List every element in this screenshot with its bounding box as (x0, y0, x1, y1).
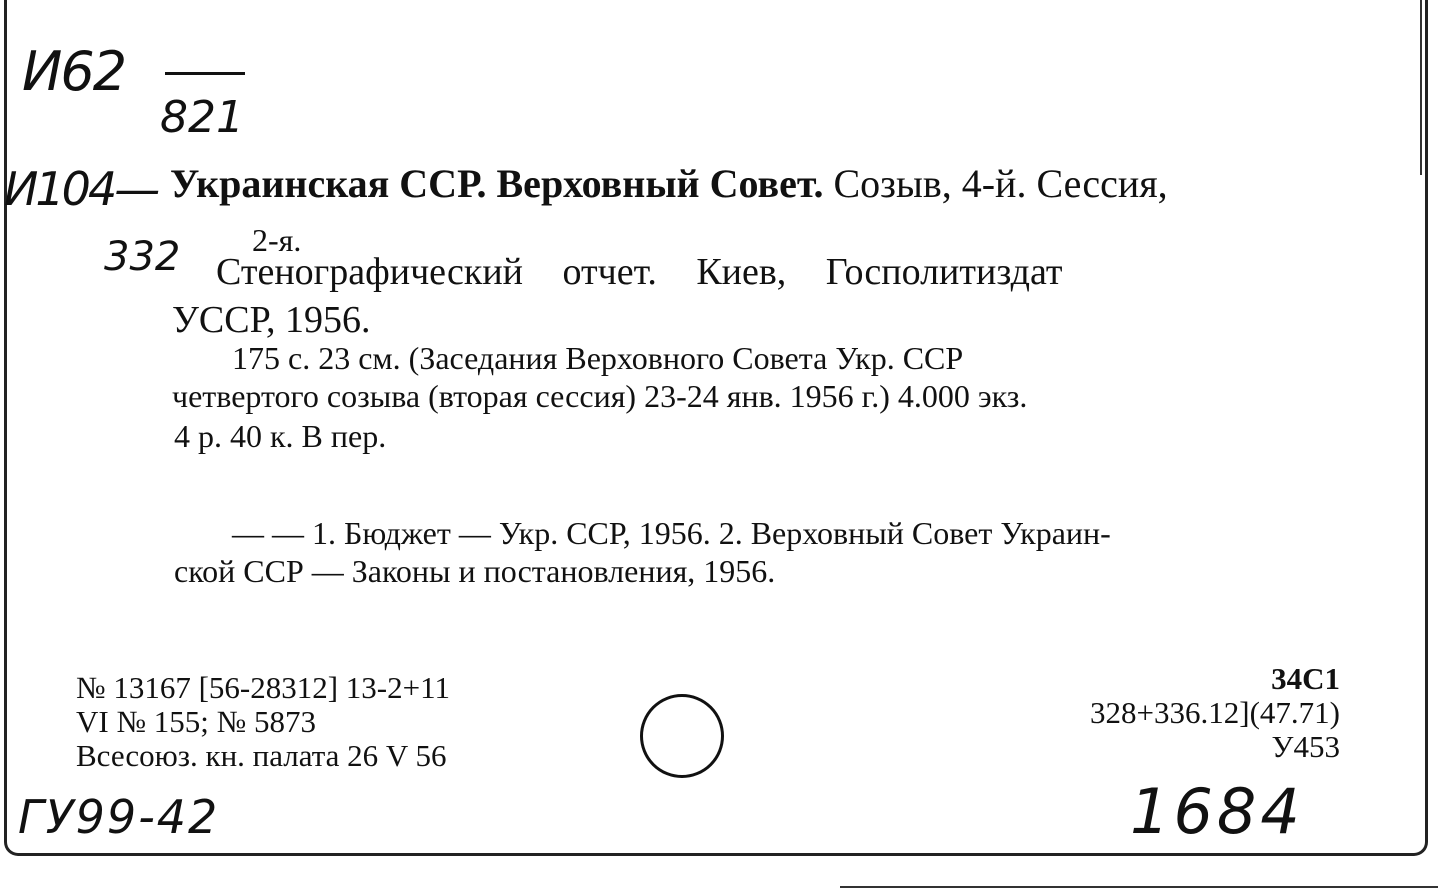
collation-line-2: четвертого созыва (вторая сессия) 23-24 янв. 1956 г.) 4.000 экз. (172, 378, 1028, 414)
class-code: 34С1 (1271, 661, 1340, 696)
shelf-mark-number-handwritten: 821 (160, 92, 244, 143)
price-line: 4 р. 40 к. В пер. (174, 418, 387, 454)
inventory-number-handwritten: 1684 (1130, 775, 1304, 848)
record-heading (170, 160, 1168, 207)
record-title: Стенографический отчет. Киев, Госполитиздат (216, 251, 1063, 293)
stock-number-handwritten: ГУ99-42 (18, 790, 220, 844)
classification-block (1090, 662, 1340, 764)
collation-line-1: 175 с. 23 см. (Заседания Верховного Совета Укр. ССР (232, 340, 964, 376)
heading-continuation: 2-я. (252, 222, 302, 258)
heading-session: Созыв, 4-й. Сессия, (833, 161, 1168, 206)
card-edge-mark (1420, 0, 1422, 175)
card-number: № 13167 [56-28312] 13-2+11 (76, 670, 450, 705)
shelf-mark-fraction-bar (165, 72, 245, 75)
heading-corporate-author: Украинская ССР. Верховный Совет. (170, 161, 824, 206)
shelf-mark-handwritten: И62 (22, 40, 126, 103)
punch-hole (640, 694, 724, 778)
record-imprint-end: УССР, 1956. (172, 299, 371, 341)
author-code-handwritten: И104— (4, 162, 158, 216)
class-mark: У453 (1271, 729, 1340, 764)
book-chamber-line: Всесоюз. кн. палата 26 V 56 (76, 738, 447, 773)
udc-code: 328+336.12](47.71) (1090, 695, 1340, 730)
printer-number: VI № 155; № 5873 (76, 704, 316, 739)
subjects-line-2: ской ССР — Законы и постановления, 1956. (174, 553, 776, 589)
subjects-line-1: — — 1. Бюджет — Укр. ССР, 1956. 2. Верховный Совет Украин- (232, 515, 1111, 551)
author-code-sub-handwritten: 332 (104, 234, 181, 280)
scan-edge-line (840, 886, 1438, 888)
